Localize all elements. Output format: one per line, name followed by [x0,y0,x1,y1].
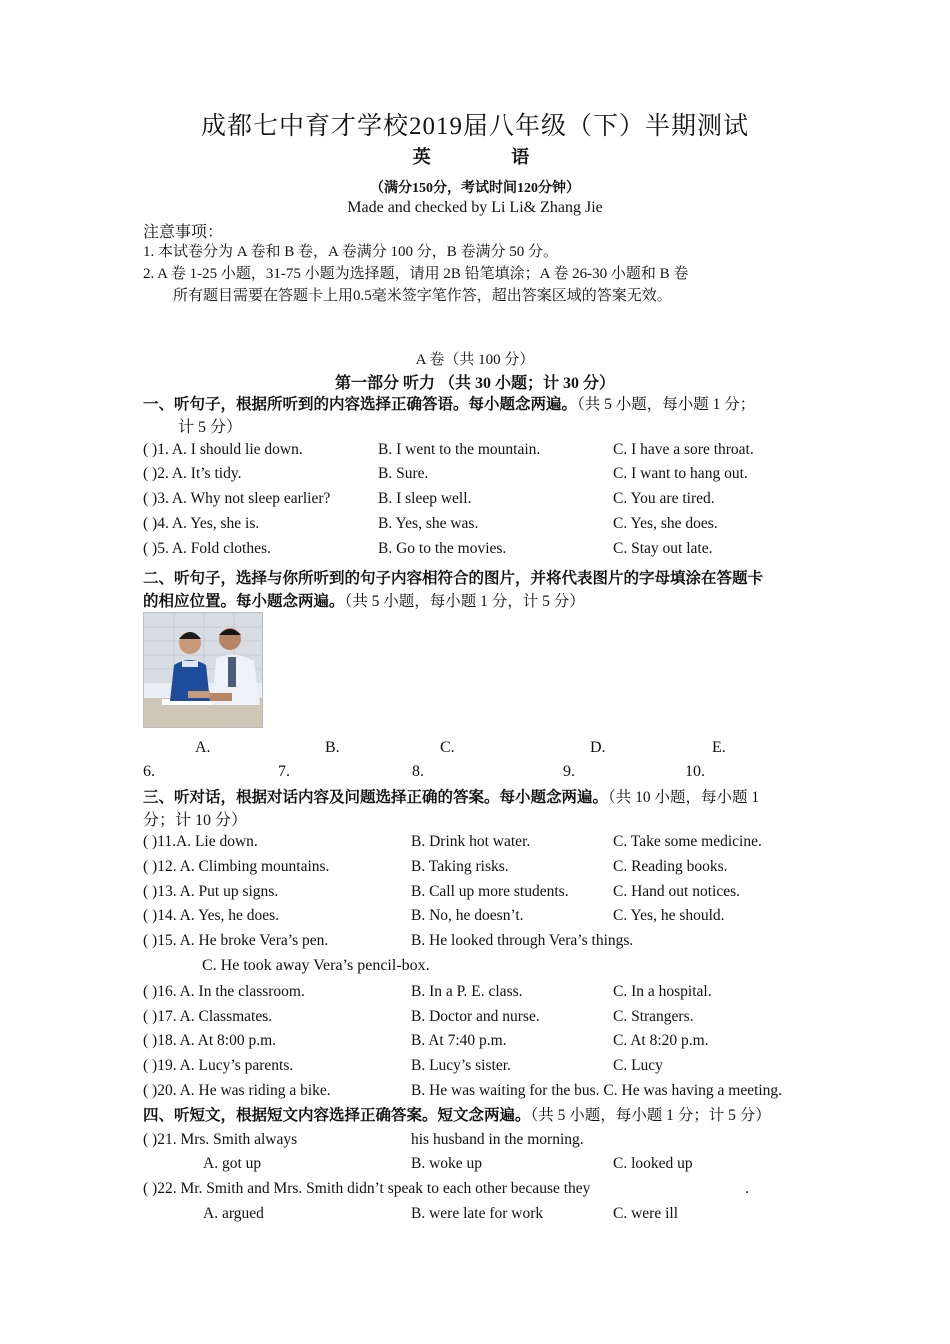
option-c: C. I want to hang out. [613,465,748,482]
option-c: C. Yes, she does. [613,515,718,532]
exam-subject: 英 语 [412,147,568,167]
section4-title [143,1103,771,1125]
question-row [143,490,813,512]
question-tail: his husband in the morning. [411,1131,584,1148]
notes-heading: 注意事项： [143,224,224,241]
question-row [143,515,813,537]
answer-blank-7: 7. [278,763,290,780]
question-stem: ( )14. A. Yes, he does. [143,907,280,924]
question-row [143,540,813,562]
option-b: B. were late for work [411,1205,544,1222]
question-row [143,1008,823,1030]
section4-heading: 四、听短文，根据短文内容选择正确答案。短文念两遍。 [143,1107,531,1124]
option-c: C. In a hospital. [613,983,712,1000]
question-stem: ( )19. A. Lucy’s parents. [143,1057,294,1074]
option-b: B. Go to the movies. [378,540,507,557]
question-row [143,932,823,954]
option-c: C. were ill [613,1205,678,1222]
question-row [143,907,823,929]
answer-blank-6: 6. [143,763,155,780]
question-stem: ( )17. A. Classmates. [143,1008,273,1025]
option-b: B. He looked through Vera’s things. [411,932,634,949]
section1-note: （共 5 小题，每小题 1 分； [577,396,756,413]
option-b: B. He was waiting for the bus. C. He was having a meeting. [411,1082,783,1099]
option-b: B. No, he doesn’t. [411,907,524,924]
question-stem: ( )15. A. He broke Vera’s pen. [143,932,329,949]
option-c: C. Lucy [613,1057,663,1074]
classroom-photo [143,612,263,728]
section1-title [143,392,755,414]
picture-label-e: E. [712,739,726,756]
section4-note: （共 5 小题，每小题 1 分；计 5 分） [530,1107,771,1124]
picture-label-c: C. [440,739,455,756]
answer-blank-9: 9. [563,763,575,780]
option-c: C. Reading books. [613,858,728,875]
option-b: B. Call up more students. [411,883,569,900]
section3-note: （共 10 小题，每小题 1 [608,789,760,806]
question-stem: ( )11.A. Lie down. [143,833,258,850]
section1-heading: 一、听句子，根据所听到的内容选择正确答语。每小题念两遍。 [143,396,578,413]
section3-note-cont: 分；计 10 分） [143,812,248,829]
section2-title-cont [143,589,585,611]
notes-item-1: 1. 本试卷分为 A 卷和 B 卷，A 卷满分 100 分，B 卷满分 50 分。 [143,244,559,260]
option-c: C. I have a sore throat. [613,441,754,458]
question-row [143,983,823,1005]
question-row [143,1032,823,1054]
question-stem: ( )20. A. He was riding a bike. [143,1082,331,1099]
option-c: C. Take some medicine. [613,833,762,850]
paper-a-title: A 卷（共 100 分） [415,352,535,368]
q15-option-c: C. He took away Vera’s pencil-box. [202,957,430,974]
question-stem: ( )21. Mrs. Smith always [143,1131,298,1148]
question-row [143,883,823,905]
section2-heading-cont: 的相应位置。每小题念两遍。 [143,593,345,610]
picture-label-a: A. [195,739,211,756]
option-b: B. Yes, she was. [378,515,479,532]
option-a: A. argued [203,1205,264,1222]
question-stem: ( )22. Mr. Smith and Mrs. Smith didn’t speak to each other because they [143,1180,591,1197]
question-row [143,1131,823,1153]
option-c: C. Stay out late. [613,540,713,557]
question-stem: ( )13. A. Put up signs. [143,883,279,900]
question-stem: ( )3. A. Why not sleep earlier? [143,490,331,507]
option-b: B. At 7:40 p.m. [411,1032,507,1049]
option-b: B. I sleep well. [378,490,472,507]
question-row [143,1082,823,1104]
options-row [143,1155,823,1177]
question-stem: ( )12. A. Climbing mountains. [143,858,330,875]
question-tail: . [745,1180,749,1197]
option-b: B. Lucy’s sister. [411,1057,511,1074]
options-row [143,1205,823,1227]
section2-note: （共 5 小题，每小题 1 分，计 5 分） [344,593,585,610]
option-c: C. Strangers. [613,1008,694,1025]
option-b: B. I went to the mountain. [378,441,541,458]
option-c: C. You are tired. [613,490,715,507]
question-row [143,858,823,880]
question-row [143,465,813,487]
part1-title: 第一部分 听力 （共 30 小题；计 30 分） [334,375,615,392]
section2-title: 二、听句子，选择与你所听到的句子内容相符合的图片，并将代表图片的字母填涂在答题卡 [143,570,764,587]
answer-blank-8: 8. [412,763,424,780]
option-c: C. Hand out notices. [613,883,740,900]
photo-illustration [144,613,263,728]
question-stem: ( )2. A. It’s tidy. [143,465,242,482]
section3-title [143,785,759,807]
author-line: Made and checked by Li Li& Zhang Jie [347,199,603,216]
question-row [143,833,823,855]
exam-title: 成都七中育才学校2019届八年级（下）半期测试 [200,113,749,140]
question-row [143,441,813,463]
question-row [143,1180,823,1202]
score-line: （满分150分，考试时间120分钟） [370,181,580,196]
option-a: A. got up [203,1155,262,1172]
option-c: C. Yes, he should. [613,907,725,924]
section1-note-cont: 计 5 分） [178,419,243,436]
question-stem: ( )18. A. At 8:00 p.m. [143,1032,277,1049]
option-b: B. Sure. [378,465,429,482]
option-b: B. Doctor and nurse. [411,1008,540,1025]
answer-blank-10: 10. [685,763,705,780]
option-b: B. Taking risks. [411,858,509,875]
notes-item-2: 2. A 卷 1-25 小题，31-75 小题为选择题，请用 2B 铅笔填涂；A 卷 26-30 小题和 B 卷 [143,266,689,282]
picture-label-d: D. [590,739,606,756]
option-b: B. Drink hot water. [411,833,531,850]
question-row [143,1057,823,1079]
question-stem: ( )1. A. I should lie down. [143,441,303,458]
question-stem: ( )5. A. Fold clothes. [143,540,271,557]
option-c: C. looked up [613,1155,693,1172]
option-c: C. At 8:20 p.m. [613,1032,709,1049]
option-b: B. In a P. E. class. [411,983,523,1000]
picture-label-b: B. [325,739,340,756]
notes-item-2-cont: 所有题目需要在答题卡上用0.5毫米签字笔作答，超出答案区域的答案无效。 [173,288,672,304]
question-stem: ( )16. A. In the classroom. [143,983,305,1000]
option-b: B. woke up [411,1155,483,1172]
section3-heading: 三、听对话，根据对话内容及问题选择正确的答案。每小题念两遍。 [143,789,609,806]
question-stem: ( )4. A. Yes, she is. [143,515,260,532]
